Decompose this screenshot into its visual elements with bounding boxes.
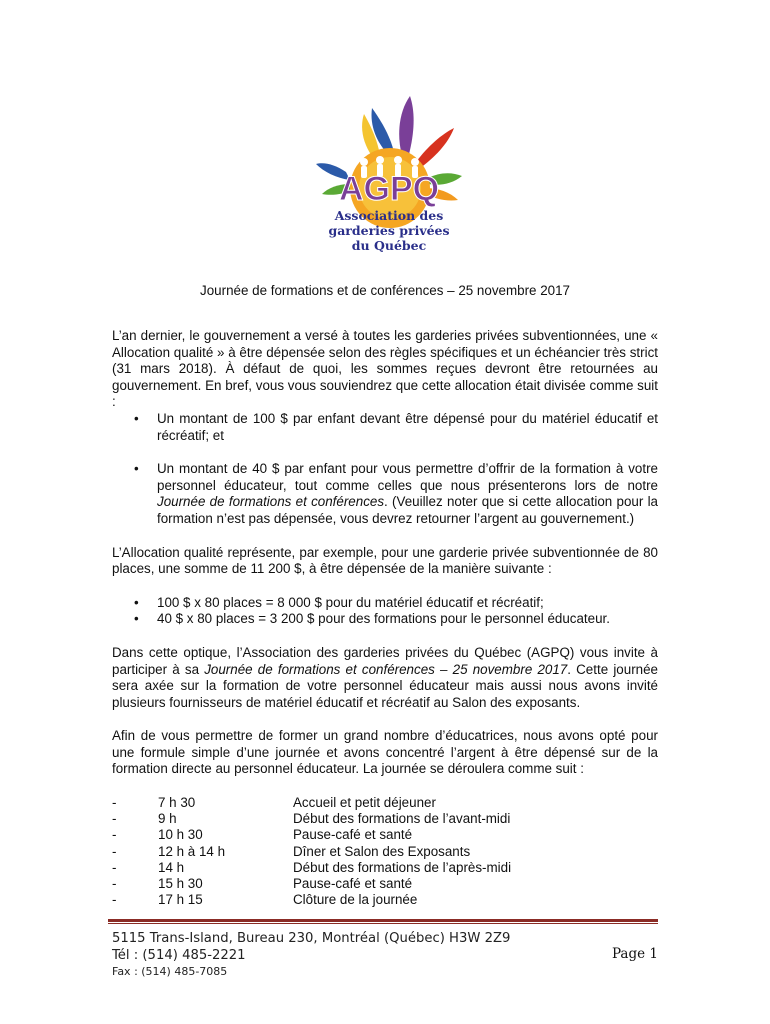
logo-acronym: AGPQ xyxy=(338,170,440,208)
footer-address: 5115 Trans-Island, Bureau 230, Montréal (Québec) H3W 2Z9 xyxy=(112,931,511,946)
schedule-time: 9 h xyxy=(158,811,177,827)
schedule-time: 7 h 30 xyxy=(158,795,196,811)
schedule-row: - 14 h Début des formations de l’après-midi xyxy=(112,859,512,875)
bullet-icon: • xyxy=(134,410,139,426)
allocation-list xyxy=(112,411,658,528)
bullet-icon: • xyxy=(134,461,139,477)
list-item xyxy=(112,461,658,527)
list-item xyxy=(112,411,658,444)
schedule-time: 12 h à 14 h xyxy=(158,843,226,859)
list-item-text: . (Veuillez noter que si cette allocation pour la formation n’est pas dépensée, vous devrez retourner l’argent au gouvernement.) xyxy=(157,494,658,526)
schedule-row: - 9 h Début des formations de l’avant-midi xyxy=(112,811,511,827)
list-item xyxy=(112,595,658,612)
list-item-text: Un montant de 40 $ par enfant pour vous permettre d’offrir de la formation à votre personnel éducateur, tout comme celles que nous présenterons lors de notre xyxy=(157,461,658,493)
footer-phone: Tél : (514) 485-2221 xyxy=(112,948,246,963)
schedule-time: 15 h 30 xyxy=(158,876,203,891)
allocation-example-paragraph: L’Allocation qualité représente, par exemple, pour une garderie privée subventionnée de 80 places, une somme de 11 200 $, à être dépensée de la manière suivante : xyxy=(112,544,658,577)
list-item-text: Un montant de 100 $ par enfant devant être dépensé pour du matériel éducatif et récréatif; et xyxy=(157,410,658,443)
logo-org-line: Association des xyxy=(334,208,444,223)
schedule-activity: Pause-café et santé xyxy=(293,876,413,891)
schedule-activity: Dîner et Salon des Exposants xyxy=(293,843,471,859)
schedule-row: - 17 h 15 Clôture de la journée xyxy=(112,892,418,908)
schedule-row: - 12 h à 14 h Dîner et Salon des Exposants xyxy=(112,843,471,859)
document-body xyxy=(112,328,658,908)
schedule-activity: Début des formations de l’après-midi xyxy=(293,859,512,875)
schedule-time: 14 h xyxy=(158,859,185,875)
logo-org-name xyxy=(318,208,460,253)
format-paragraph: Afin de vous permettre de former un grand nombre d’éducatrices, nous avons opté pour une formule simple d’une journée et avons concentré l’argent à être dépensé sur de la formation directe au personnel éducateur. La journée se déroulera comme suit : xyxy=(112,728,658,777)
list-item-text: 100 $ x 80 places = 8 000 $ pour du matériel éducatif et récréatif; xyxy=(157,594,544,610)
footer-fax: Fax : (514) 485-7085 xyxy=(112,965,228,978)
schedule-time: 10 h 30 xyxy=(158,827,203,843)
intro-paragraph: L’an dernier, le gouvernement a versé à toutes les garderies privées subventionnées, une « Allocation qualité » à être dépensée selon des règles spécifiques et un échéancier très strict (31 mars 2018). À défaut de quoi, les sommes reçues devront être retournées au gouvernement. En bref, vous vous souviendrez que cette allocation était divisée comme suit : xyxy=(112,328,658,410)
bullet-icon: • xyxy=(134,594,139,610)
schedule-row: - 10 h 30 Pause-café et santé xyxy=(112,827,413,843)
schedule-activity: Pause-café et santé xyxy=(293,827,413,843)
schedule-list xyxy=(112,795,658,908)
schedule-activity: Début des formations de l’avant-midi xyxy=(293,811,511,827)
schedule-row: - 15 h 30 Pause-café et santé xyxy=(112,876,413,891)
bullet-icon: • xyxy=(134,611,139,627)
schedule-activity: Accueil et petit déjeuner xyxy=(293,795,436,811)
list-item xyxy=(112,611,658,628)
schedule-row: - 7 h 30 Accueil et petit déjeuner xyxy=(112,795,436,811)
footer-divider xyxy=(108,923,658,924)
event-name-italic: Journée de formations et conférences xyxy=(157,494,385,510)
example-list xyxy=(112,595,658,628)
list-item-text: 40 $ x 80 places = 3 200 $ pour des formations pour le personnel éducateur. xyxy=(157,611,610,627)
event-name-italic: Journée de formations et conférences – 25 novembre 2017 xyxy=(204,661,568,677)
schedule-activity: Clôture de la journée xyxy=(293,892,418,908)
page-number: Page 1 xyxy=(611,946,658,962)
document-title: Journée de formations et de conférences – 25 novembre 2017 xyxy=(200,283,570,298)
footer-divider xyxy=(108,919,658,922)
logo-ray-purple xyxy=(399,96,413,158)
logo-org-line: garderies privées xyxy=(328,223,450,238)
schedule-time: 17 h 15 xyxy=(158,892,203,908)
logo-ray-red xyxy=(416,128,454,168)
invitation-paragraph: Dans cette optique, l’Association des garderies privées du Québec (AGPQ) vous invite à participer à sa Journée de formations et conférences – 25 novembre 2017. Cette journée sera axée sur la formation de votre personnel éducateur mais aussi nous avons invité plusieurs fournisseurs de matériel éducatif et récréatif au Salon des exposants. xyxy=(112,644,658,710)
logo-org-line: du Québec xyxy=(351,238,427,253)
